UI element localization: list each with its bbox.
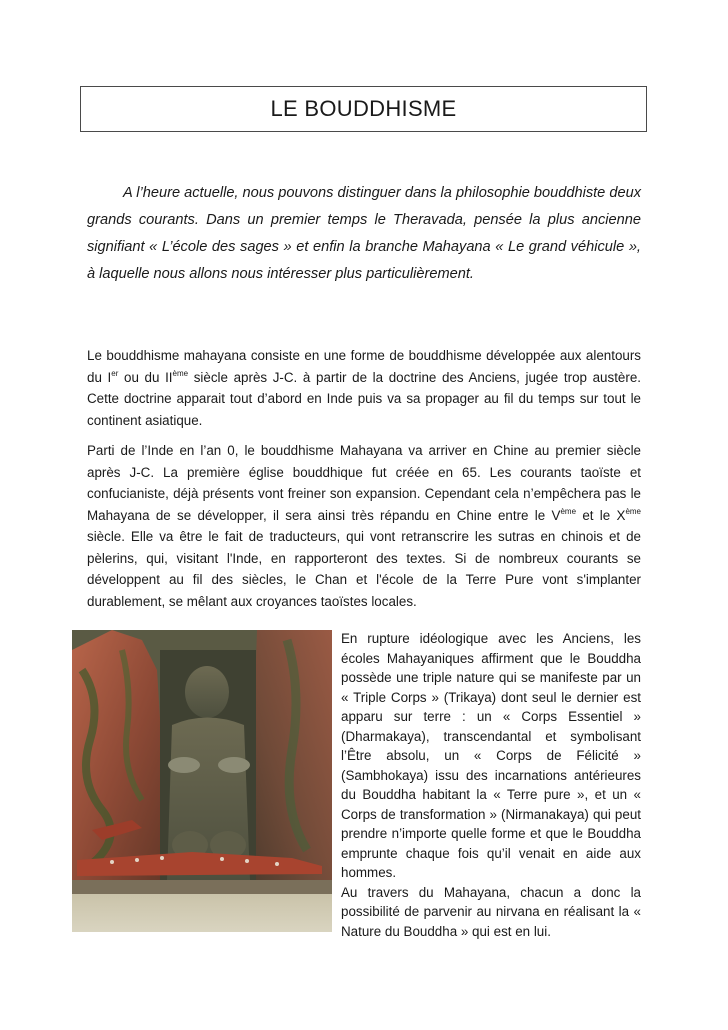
p1-sup-2: ème <box>172 368 189 378</box>
p1-text-b: ou du II <box>118 369 173 385</box>
p2-sup-2: ème <box>625 506 641 516</box>
leshan-buddha-photo <box>72 630 332 932</box>
p1-text-a: Le bouddhisme mahayana consiste en une forme de bouddhisme développée aux alentours du I <box>87 348 641 385</box>
column-paragraph-triple-corps: En rupture idéologique avec les Anciens, les écoles Mahayaniques affirment que le Bouddha possède une triple nature qui se manifeste par un « Triple Corps » (Trikaya) dont seul le dernier est apparu sur terre : un « Corps Essentiel » (Dharmakaya), transcendantal et symbolisant l’Être absolu, un « Corps de Félicité » (Sambhokaya) issu des incarnations antérieures du Bouddha habitant la « Terre pure », et un « Corps de transformation » (Nirmanakaya) qui peut prendre n’importe quelle forme et que le Bouddha emprunte chaque fois qu’il venait en aide aux hommes. <box>341 631 641 880</box>
p1-text-c: siècle après J-C. à partir de la doctrine des Anciens, jugée trop austère. Cette doctrine apparait tout d’abord en Inde puis va sa propager au fil du temps sur tout le continent asiatique. <box>87 369 641 428</box>
column-paragraph-nirvana: Au travers du Mahayana, chacun a donc la possibilité de parvenir au nirvana en réalisant la « Nature du Bouddha » qui est en lui. <box>341 884 641 939</box>
p1-sup-1: er <box>111 368 119 378</box>
p2-sup-1: ème <box>560 506 577 516</box>
page-title: LE BOUDDHISME <box>270 96 457 121</box>
p2-text-c: siècle. Elle va être le fait de traducteurs, qui vont retranscrire les sutras en chinois et de pèlerins, qui, visitant l'Inde, en rapporteront des textes. Si de nombreux courants se développent au fil des siècles, le Chan et l'école de la Terre Pure vont s'implanter durablement, se mêlant aux croyances taoïstes locales. <box>87 529 641 609</box>
p2-text-a: Parti de l’Inde en l’an 0, le bouddhisme Mahayana va arriver en Chine au premier siècle après J-C. La première église bouddhique fut créée en 65. Les courants taoïste et confucianiste, déjà présents vont freiner son expansion. Cependant cela n’empêchera pas le Mahayana de se développer, il sera ainsi très répandu en Chine entre le V <box>87 443 641 523</box>
title-box <box>80 86 647 132</box>
intro-paragraph: A l’heure actuelle, nous pouvons distinguer dans la philosophie bouddhiste deux grands courants. Dans un premier temps le Theravada, pensée la plus ancienne signifiant « L’école des sages » et enfin la branche Mahayana « Le grand véhicule », à laquelle nous allons nous intéresser plus particulièrement. <box>87 185 641 282</box>
p2-text-b: et le X <box>576 507 626 523</box>
paragraph-mahayana-origins <box>87 345 641 431</box>
right-column-text <box>341 629 641 941</box>
paragraph-mahayana-china <box>87 440 641 612</box>
